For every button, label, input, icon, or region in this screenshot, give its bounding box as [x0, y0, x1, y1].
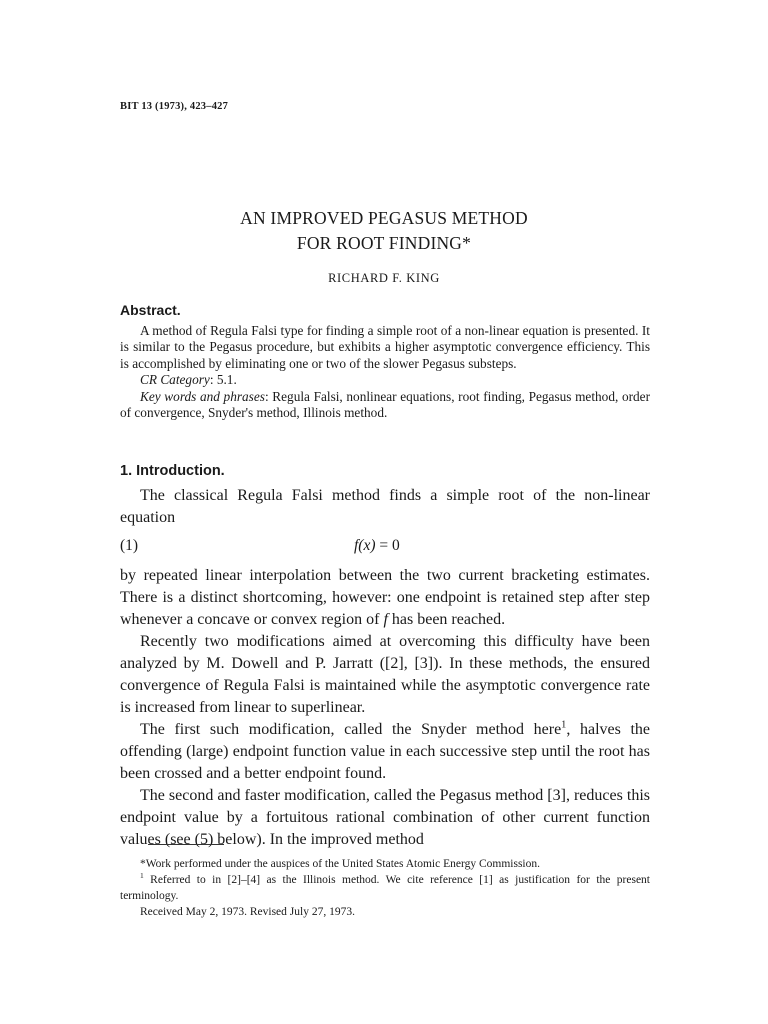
intro-p3-text: The first such modification, called the Snyder method here	[140, 721, 562, 738]
cr-category-value: : 5.1.	[209, 372, 237, 387]
paper-title-line-1: AN IMPROVED PEGASUS METHOD	[240, 208, 528, 228]
intro-paragraph-4: The second and faster modification, called the Pegasus method [3], reduces this endpoint value by a fortuitous rational combination of other current function values (see (5) below). In the improved method	[120, 787, 650, 848]
intro-paragraph-1: The classical Regula Falsi method finds a simple root of the non-linear equation	[120, 487, 650, 526]
intro-paragraph-2: Recently two modifications aimed at overcoming this difficulty have been analyzed by M. Dowell and P. Jarratt ([2], [3]). In these methods, the ensured convergence of Regula Falsi is maintained while the asymptotic convergence rate is increased from linear to superlinear.	[120, 633, 650, 716]
intro-paragraph-3	[120, 719, 650, 785]
intro-p3-rest: , halves the offending (large) endpoint function value in each successive step until the root has been crossed and a better endpoint found.	[120, 721, 651, 782]
journal-reference: BIT 13 (1973), 423–427	[120, 101, 229, 112]
received-dates: Received May 2, 1973. Revised July 27, 1973.	[140, 906, 355, 918]
introduction-section	[120, 463, 650, 851]
intro-paragraph-1-continued	[120, 565, 650, 631]
intro-cont-end: has been reached.	[387, 611, 506, 628]
intro-cont-f: f	[383, 611, 388, 628]
abstract-text: A method of Regula Falsi type for finding a simple root of a non-linear equation is presented. It is similar to the Pegasus procedure, but exhibits a higher asymptotic convergence efficiency. This is accomplished by eliminating one or two of the slower Pegasus substeps.	[120, 322, 650, 371]
paper-title-line-2: FOR ROOT FINDING*	[296, 233, 472, 253]
equation-fx: f(x)	[354, 537, 376, 554]
footnote-1-marker: 1	[140, 871, 144, 881]
cr-category	[120, 372, 650, 389]
author-name: RICHARD F. KING	[328, 271, 440, 285]
introduction-heading: 1. Introduction.	[120, 463, 225, 479]
abstract-heading: Abstract.	[120, 302, 181, 318]
footnote-1	[120, 872, 650, 904]
keywords-label: Key words and phrases	[140, 388, 265, 404]
keywords-value: : Regula Falsi, nonlinear equations, root finding, Pegasus method, order of convergence, Snyder's method, Illinois method.	[120, 388, 650, 420]
intro-cont-text: by repeated linear interpolation between the two current bracketing estimates. There is a distinct shortcoming, however: one endpoint is retained step after step whenever a concave or convex region of	[120, 567, 650, 628]
footnote-star: *Work performed under the auspices of the United States Atomic Energy Commission.	[140, 858, 541, 870]
keywords	[120, 389, 650, 422]
footnote-divider	[148, 844, 224, 845]
footnote-ref-1: 1	[561, 719, 567, 731]
equation-body	[354, 535, 400, 557]
abstract-section	[120, 302, 650, 422]
introduction-body	[120, 485, 650, 851]
footnotes-section	[120, 856, 650, 920]
equation-rest: = 0	[375, 537, 400, 554]
equation-1	[120, 533, 650, 559]
cr-category-label: CR Category	[140, 372, 210, 387]
equation-number: (1)	[120, 537, 139, 554]
title-block	[120, 206, 648, 286]
footnote-1-text: Referred to in [2]–[4] as the Illinois method. We cite reference [1] as justification for the present terminology.	[120, 874, 650, 902]
